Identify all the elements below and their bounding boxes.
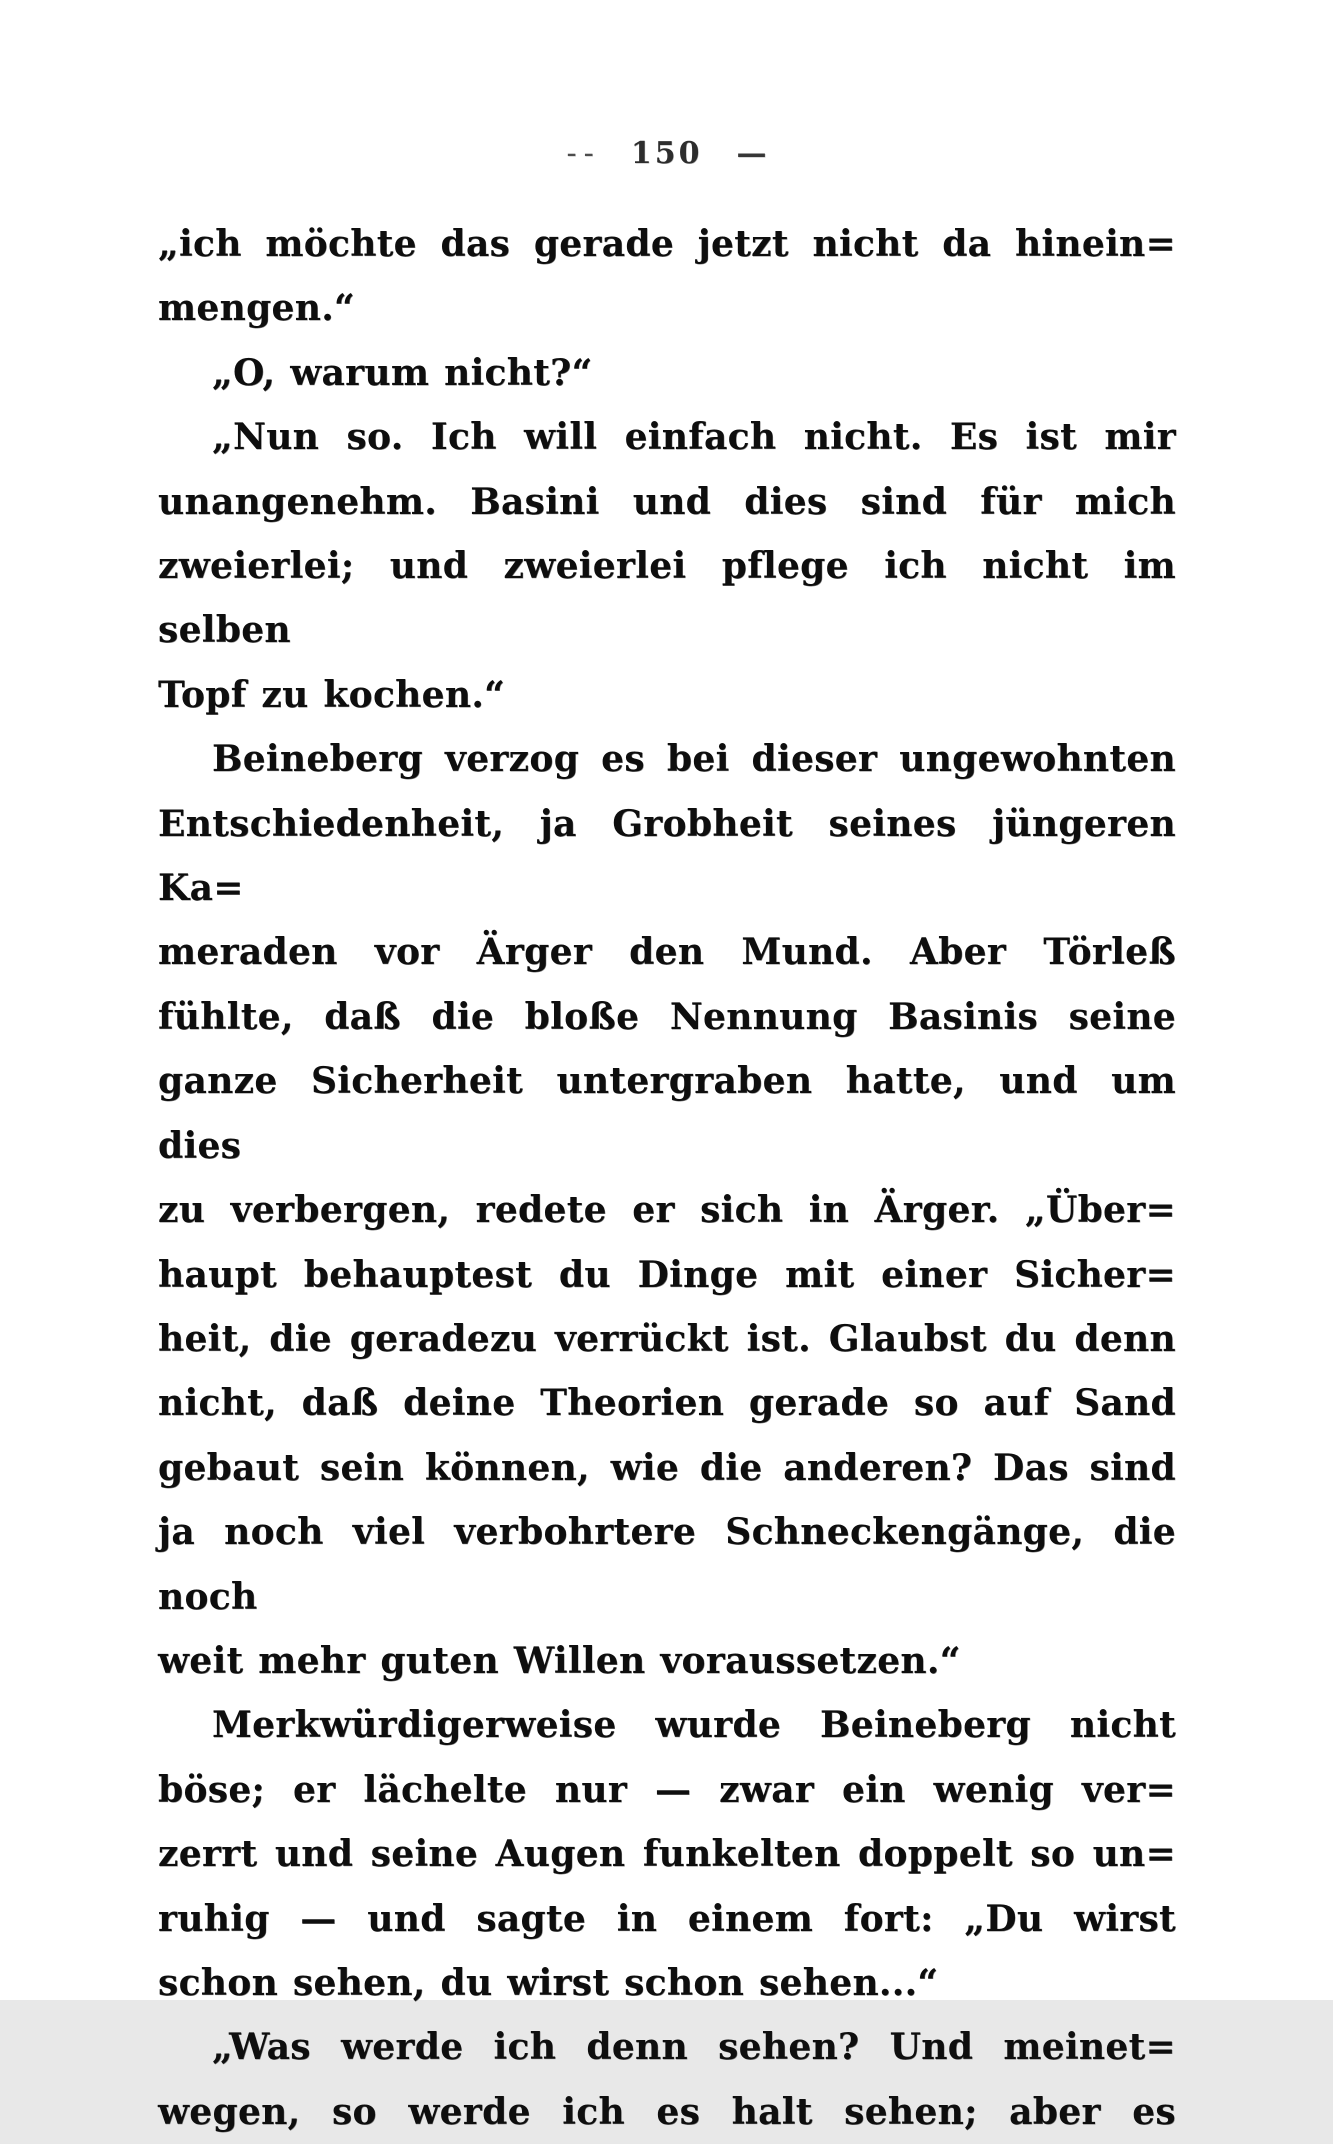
text-line: ganze Sicherheit untergraben hatte, und um dies <box>158 1060 1176 1167</box>
text-line: Merkwürdigerweise wurde Beineberg nicht <box>212 1704 1176 1747</box>
text-line: Beineberg verzog es bei dieser ungewohnten <box>212 738 1176 781</box>
text-line: „O, warum nicht?“ <box>212 351 593 394</box>
text-line: zerrt und seine Augen funkelten doppelt so un= <box>158 1833 1176 1876</box>
text-line: „ich möchte das gerade jetzt nicht da hinein= <box>158 223 1176 265</box>
header-left-dash: -- <box>566 136 601 171</box>
text-block <box>158 212 1176 2144</box>
text-line: „Was werde ich denn sehen? Und meinet= <box>212 2026 1176 2069</box>
text-line: „Nun so. Ich will einfach nicht. Es ist mir <box>212 416 1176 459</box>
text-line: ja noch viel verbohrtere Schneckengänge, die noch <box>158 1511 1176 1618</box>
text-line: heit, die geradezu verrückt ist. Glaubst du denn <box>158 1317 1176 1360</box>
paragraph <box>158 212 1176 341</box>
paragraph <box>158 405 1176 727</box>
text-line: weit mehr guten Willen voraussetzen.“ <box>158 1639 961 1682</box>
text-line: zweierlei; und zweierlei pflege ich nicht im selben <box>158 545 1176 652</box>
text-line: unangenehm. Basini und dies sind für mich <box>158 480 1176 523</box>
text-line: böse; er lächelte nur — zwar ein wenig ver= <box>158 1768 1176 1811</box>
text-line: haupt behauptest du Dinge mit einer Sicher= <box>158 1253 1176 1296</box>
text-line: gebaut sein können, wie die anderen? Das sind <box>158 1446 1176 1489</box>
text-line: wegen, so werde ich es halt sehen; aber es <box>158 2090 1176 2133</box>
text-line: meraden vor Ärger den Mund. Aber Törleß <box>158 931 1176 974</box>
text-line: schon sehen, du wirst schon sehen...“ <box>158 1961 939 2004</box>
paragraph <box>158 2015 1176 2144</box>
paragraph <box>158 727 1176 1693</box>
text-line: Entschiedenheit, ja Grobheit seines jüngeren Ka= <box>158 802 1176 910</box>
page-number: 150 <box>630 136 703 171</box>
text-line: fühlte, daß die bloße Nennung Basinis seine <box>158 995 1176 1038</box>
text-line: ruhig — und sagte in einem fort: „Du wirst <box>158 1897 1176 1940</box>
paragraph <box>158 1693 1176 2015</box>
text-line: Topf zu kochen.“ <box>158 673 506 716</box>
text-line: zu verbergen, redete er sich in Ärger. „Über= <box>158 1189 1176 1232</box>
text-line: nicht, daß deine Theorien gerade so auf Sand <box>158 1382 1176 1425</box>
header-right-dash: — <box>736 136 767 171</box>
page-header <box>0 136 1333 171</box>
paragraph <box>158 341 1176 405</box>
text-line: mengen.“ <box>158 287 356 330</box>
